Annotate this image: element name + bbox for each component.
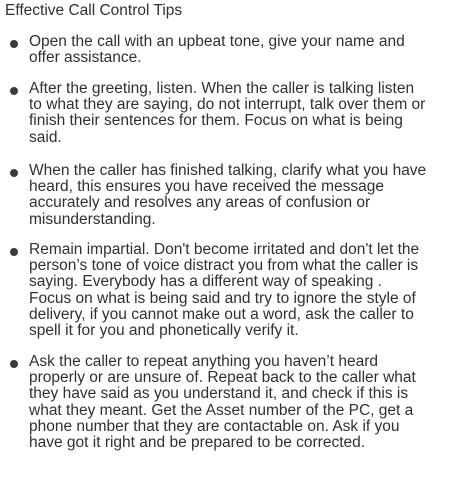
- tip-text-3: When the caller has finished talking, clarify what you have heard, this ensures you have received the message accurately and resolves any areas of confusion or misunderstanding.: [29, 162, 427, 228]
- tip-text-4: Remain impartial. Don't become irritated and don't let the person’s tone of voice distract you from what the caller is saying. Everybody has a different way of speaking . Focus on what is being said and try to ignore the style of delivery, if you cannot make out a word, ask the caller to spell it for you and phonetically verify it.: [29, 241, 420, 340]
- tip-text-2: After the greeting, listen. When the caller is talking listen to what they are saying, do not interrupt, talk over them or finish their sentences for them. Focus on what is being said.: [29, 80, 426, 146]
- bullet-icon: [10, 87, 18, 95]
- bullet-icon: [10, 360, 18, 368]
- bullet-icon: [10, 169, 18, 177]
- bullet-icon: [10, 248, 18, 256]
- bullet-icon: [10, 40, 18, 48]
- document-title: Effective Call Control Tips: [5, 2, 183, 19]
- tip-text-1: Open the call with an upbeat tone, give your name and offer assistance.: [29, 33, 405, 67]
- tip-text-5: Ask the caller to repeat anything you haven’t heard properly or are unsure of. Repeat back to the caller what they have said as you understand it, and check if this is what they meant. Get the Asset number of the PC, get a phone number that they are contactable on. Ask if you have got it right and be prepared to be corrected.: [29, 353, 416, 452]
